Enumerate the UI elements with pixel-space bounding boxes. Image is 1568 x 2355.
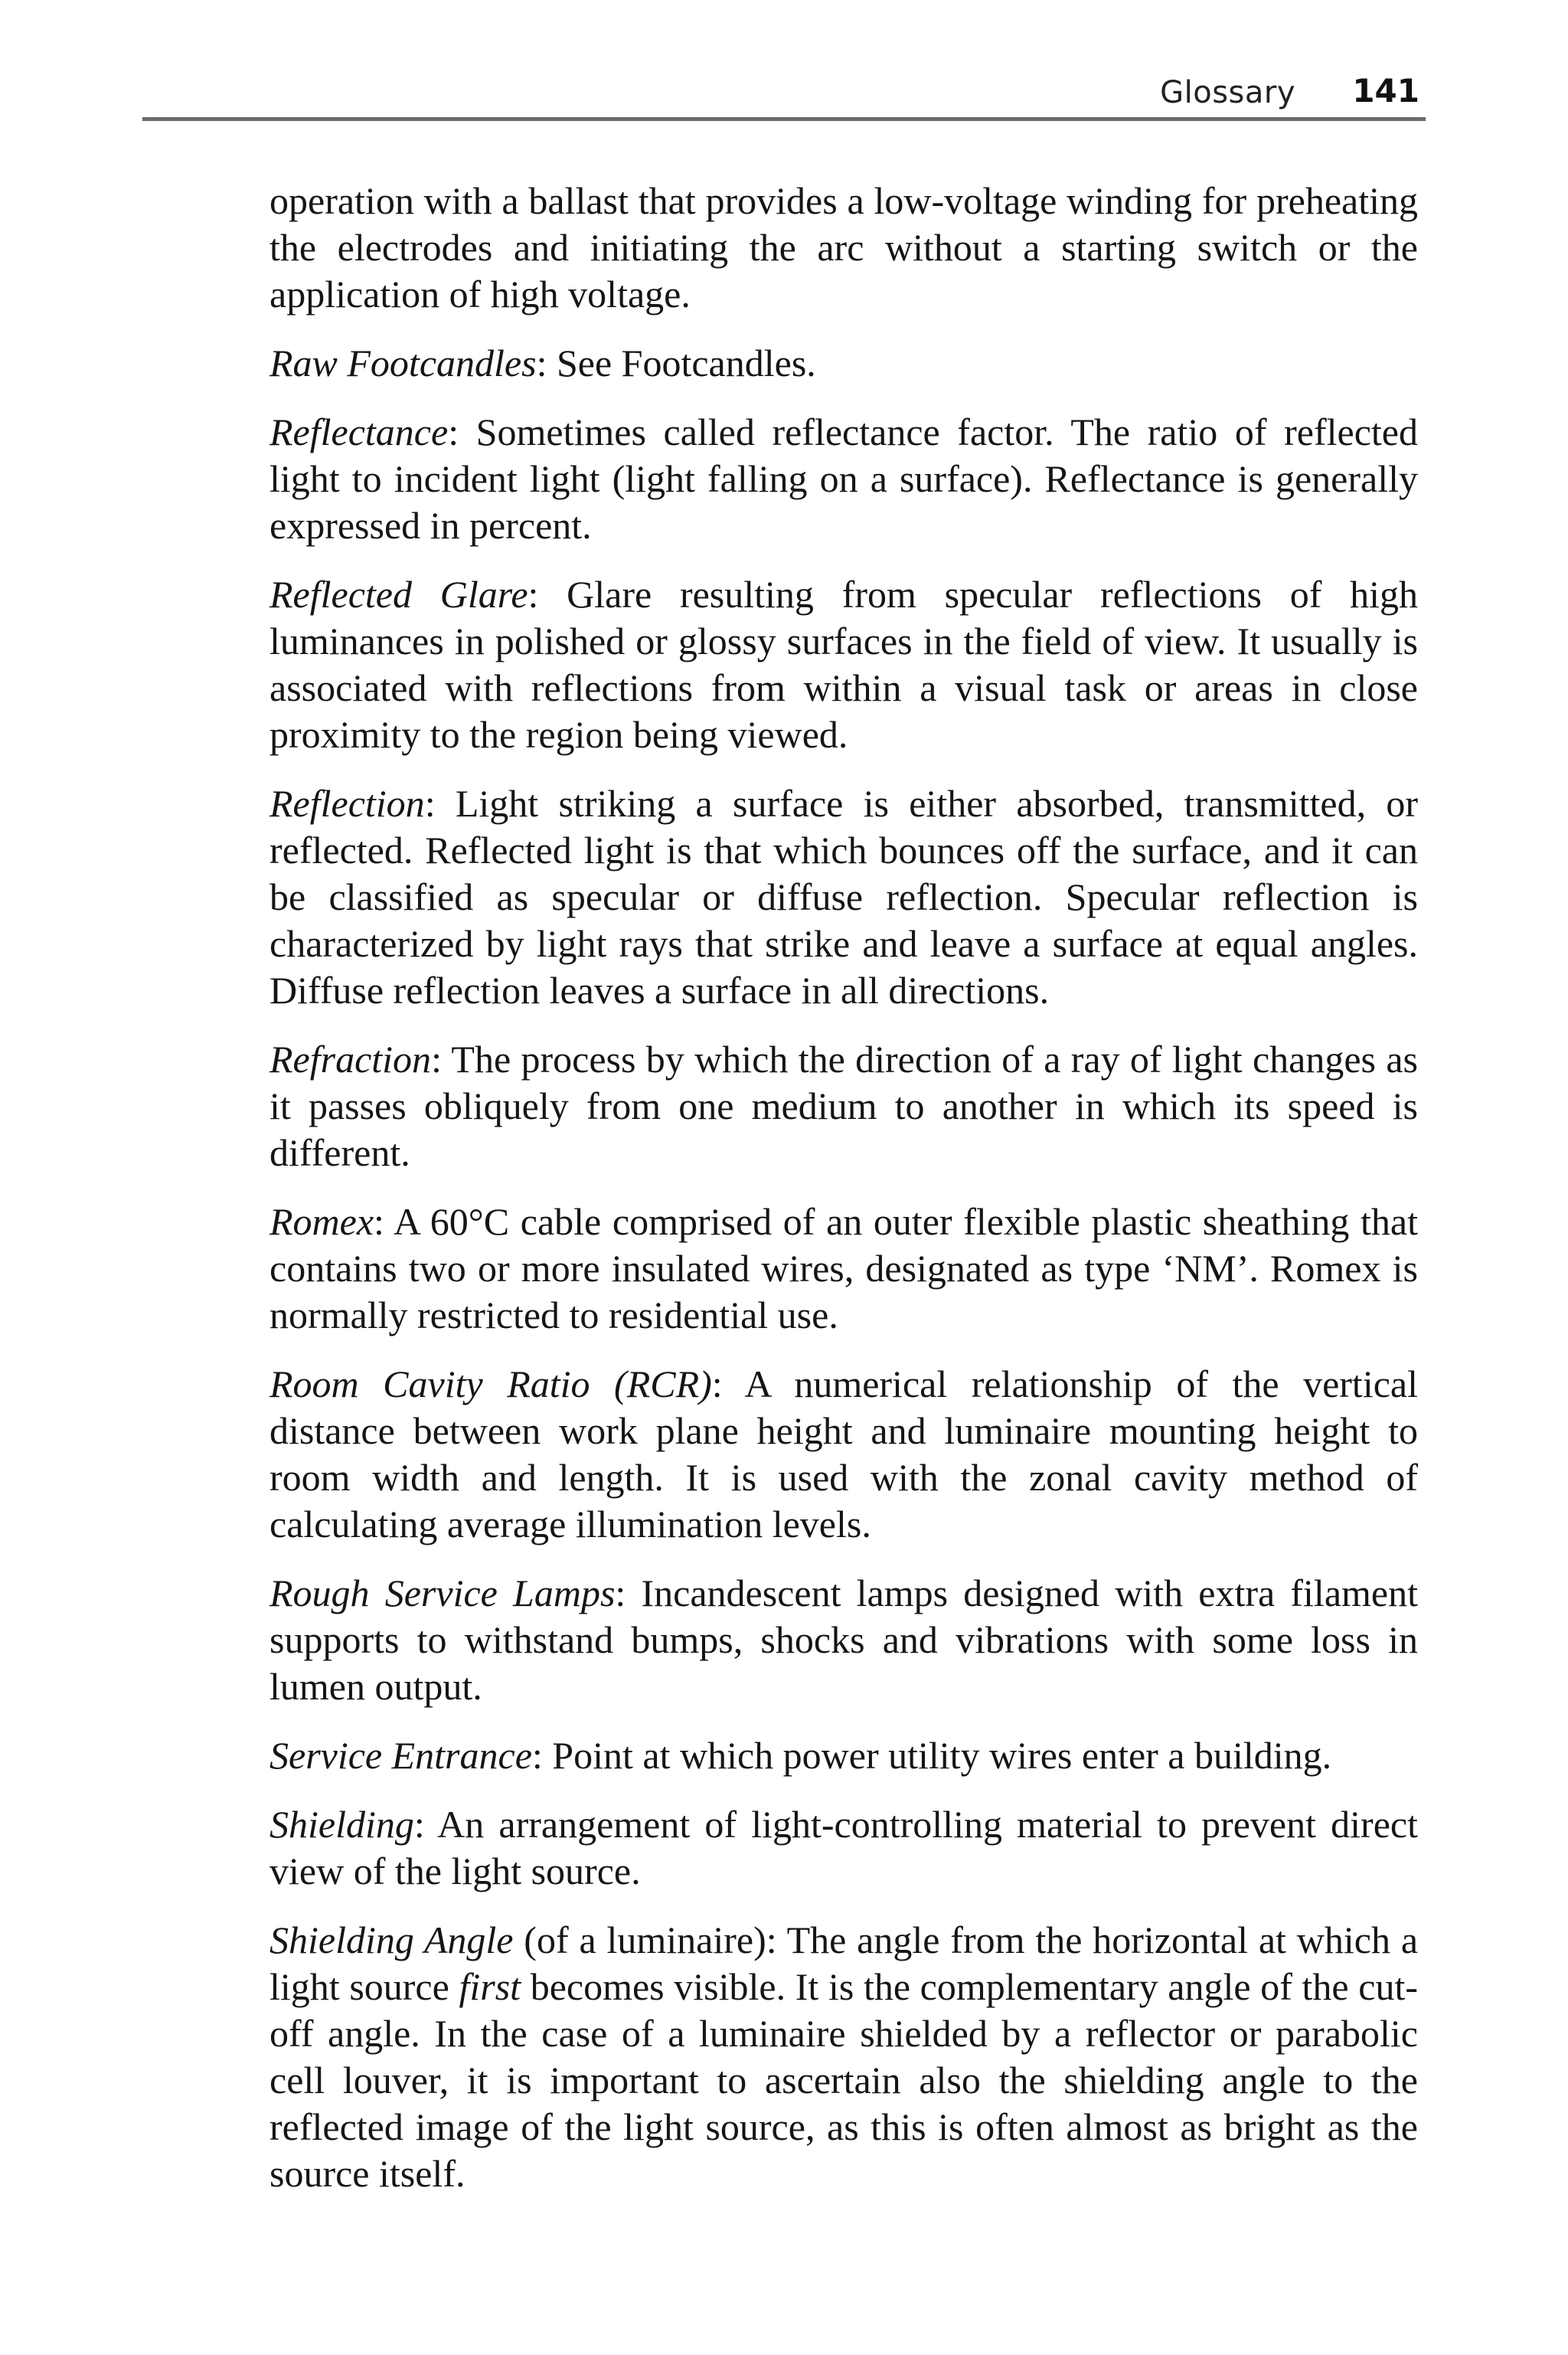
entry-definition: : An arrangement of light-controlling material to prevent direct view of the light source. (270, 1803, 1418, 1892)
entry-definition: : Light striking a surface is either absorbed, transmitted, or reflected. Reflected light is that which bounces off the surface, and it can be classified as specular or diffuse reflection. Specular reflection is characterized by light rays that strike and leave a surface at equal angles. Diffuse reflection leaves a surface in all directions. (270, 782, 1418, 1012)
entry-term: Shielding (270, 1803, 414, 1846)
glossary-entry-raw-footcandles (270, 340, 1418, 387)
entry-term: Rough Service Lamps (270, 1572, 616, 1614)
glossary-entry-shielding (270, 1801, 1418, 1895)
glossary-entry-room-cavity-ratio (270, 1361, 1418, 1548)
header-rule (142, 117, 1426, 121)
glossary-entry-reflection (270, 780, 1418, 1014)
glossary-entry-service-entrance (270, 1732, 1418, 1779)
entry-term: Room Cavity Ratio (RCR) (270, 1362, 712, 1405)
continuation-paragraph (270, 178, 1418, 318)
continuation-text: operation with a ballast that provides a low-voltage winding for preheating the electrodes and initiating the arc without a starting switch or the application of high voltage. (270, 179, 1418, 316)
entry-term: Service Entrance (270, 1734, 532, 1777)
entry-term: Shielding Angle (270, 1918, 514, 1961)
section-title: Glossary (1160, 75, 1295, 110)
page-number: 141 (1352, 72, 1419, 110)
emphasized-word: first (459, 1965, 521, 2008)
entry-definition: : See Footcandles. (536, 342, 816, 384)
entry-definition: : A numerical relationship of the vertical distance between work plane height and luminaire mounting height to room width and length. It is used with the zonal cavity method of calculating average illumination levels. (270, 1362, 1418, 1545)
entry-term: Romex (270, 1200, 374, 1243)
entry-term: Reflectance (270, 410, 449, 453)
entry-term: Reflection (270, 782, 425, 825)
entry-term: Refraction (270, 1038, 432, 1081)
entry-definition-part: becomes visible. It is the complementary angle of the cut-off angle. In the case of a luminaire shielded by a reflector or parabolic cell louver, it is important to ascertain also the shielding angle to the reflected image of the light source, as this is often almost as bright as the source itself. (270, 1965, 1418, 2195)
glossary-entry-romex (270, 1199, 1418, 1339)
entry-term: Raw Footcandles (270, 342, 537, 384)
entry-definition-part: (of a luminaire): The angle from the horizontal at which a light source (270, 1918, 1419, 2008)
glossary-entry-refraction (270, 1036, 1418, 1176)
glossary-entry-reflected-glare (270, 571, 1418, 758)
entry-definition: : Glare resulting from specular reflections of high luminances in polished or glossy surfaces in the field of view. It usually is associated with reflections from within a visual task or areas in close proximity to the region being viewed. (270, 573, 1418, 756)
glossary-body (270, 178, 1418, 2219)
glossary-entry-rough-service-lamps (270, 1570, 1418, 1710)
entry-definition: : Incandescent lamps designed with extra filament supports to withstand bumps, shocks and vibrations with some loss in lumen output. (270, 1572, 1418, 1708)
glossary-entry-shielding-angle (270, 1917, 1418, 2197)
entry-definition: : A 60°C cable comprised of an outer flexible plastic sheathing that contains two or more insulated wires, designated as type ‘NM’. Romex is normally restricted to residential use. (270, 1200, 1418, 1336)
entry-term: Reflected Glare (270, 573, 528, 616)
glossary-entry-reflectance (270, 409, 1418, 549)
entry-definition: : Sometimes called reflectance factor. The ratio of reflected light to incident light (light falling on a surface). Reflectance is generally expressed in percent. (270, 410, 1418, 547)
entry-definition: : Point at which power utility wires enter a building. (531, 1734, 1332, 1777)
running-header (142, 69, 1426, 121)
entry-definition: : The process by which the direction of a ray of light changes as it passes obliquely from one medium to another in which its speed is different. (270, 1038, 1418, 1174)
